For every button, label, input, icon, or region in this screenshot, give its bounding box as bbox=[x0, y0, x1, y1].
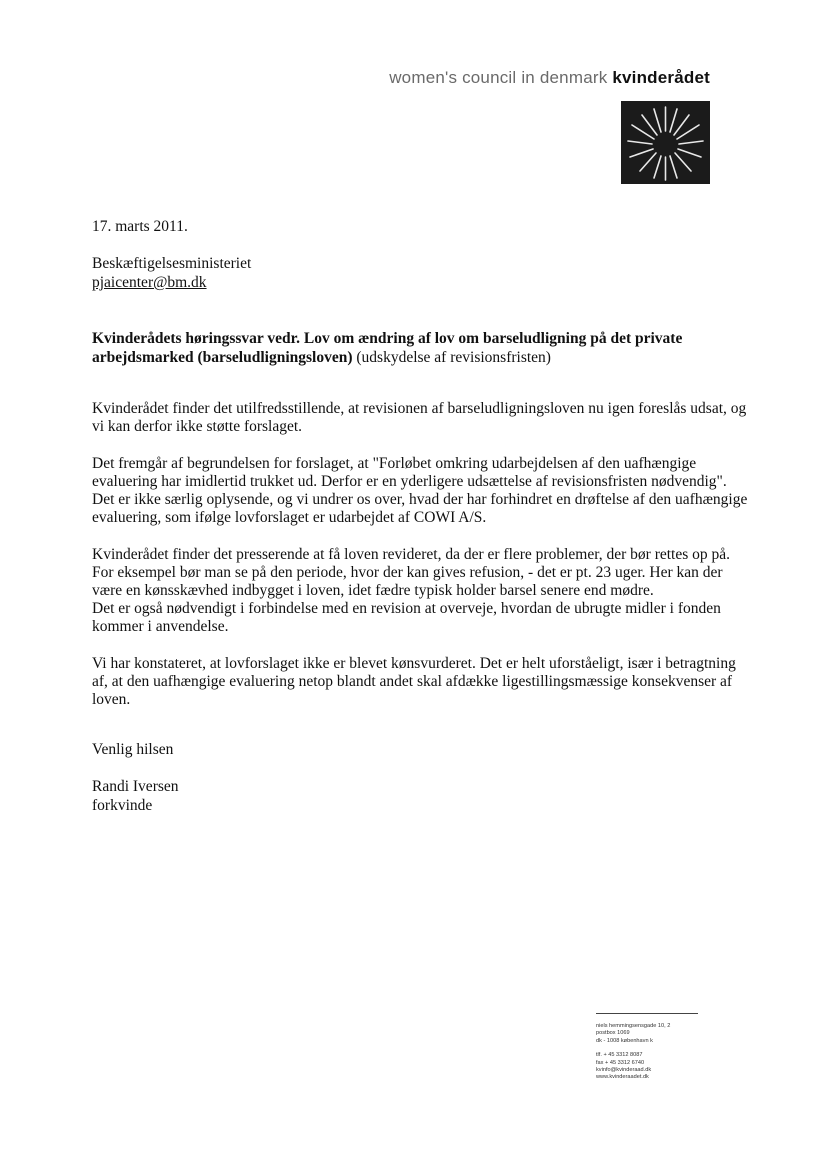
letterhead-tagline bbox=[380, 68, 710, 88]
letter-closing: Venlig hilsen bbox=[92, 741, 174, 758]
signer-title: forkvinde bbox=[92, 797, 153, 814]
subject-note: (udskydelse af revisionsfristen) bbox=[352, 349, 551, 366]
subject-title: Kvinderådets høringssvar vedr. Lov om ændring af lov om barseludligning på det private arbejdsmarked (barseludligningsloven) bbox=[92, 330, 683, 366]
footer-website: www.kvinderaadet.dk bbox=[596, 1074, 649, 1081]
footer-divider bbox=[596, 1013, 698, 1014]
sunburst-logo-icon bbox=[621, 101, 710, 184]
organization-tagline: women's council in denmark bbox=[389, 68, 608, 87]
letter-subject bbox=[92, 329, 732, 367]
recipient-name: Beskæftigelsesministeriet bbox=[92, 255, 252, 272]
signature-block bbox=[92, 777, 179, 815]
letterhead-footer bbox=[596, 1013, 706, 1082]
footer-address-line: postbox 1069 bbox=[596, 1030, 630, 1037]
letter-date: 17. marts 2011. bbox=[92, 218, 188, 235]
footer-address-line: niels hemmingsensgade 10, 2 bbox=[596, 1023, 671, 1029]
body-paragraph: Det fremgår af begrundelsen for forslaget, at "Forløbet omkring udarbejdelsen af den uafhængige evaluering har imidlertid trukket ud. Derfor er en yderligere udsættelse af revisionsfristen nødvendig". Det er ikke særlig oplysende, og vi undrer os over, hvad der har forhindret en drøftelse af den uafhængige evaluering, som ifølge lovforslaget er udarbejdet af COWI A/S. bbox=[92, 455, 748, 526]
organization-brand: kvinderådet bbox=[612, 68, 710, 87]
body-paragraph: Kvinderådet finder det utilfredsstillende, at revisionen af barseludligningsloven nu igen foreslås udsat, og vi kan derfor ikke støtte forslaget. bbox=[92, 400, 747, 435]
footer-address-line: dk - 1008 københavn k bbox=[596, 1037, 653, 1044]
recipient-block bbox=[92, 254, 251, 292]
letter-body bbox=[92, 400, 752, 728]
recipient-email-link[interactable]: pjaicenter@bm.dk bbox=[92, 274, 207, 291]
body-paragraph: Det er også nødvendigt i forbindelse med en revision at overveje, hvordan de ubrugte midler i fonden kommer i anvendelse. bbox=[92, 600, 721, 635]
body-paragraph: Kvinderådet finder det presserende at få loven revideret, da der er flere problemer, der bør rettes op på. For eksempel bør man se på den periode, hvor der kan gives refusion, - det er pt. 23 uger. Her kan der være en kønsskævhed indbygget i loven, idet fædre typisk holder barsel senere end mødre. bbox=[92, 546, 731, 599]
body-paragraph: Vi har konstateret, at lovforslaget ikke er blevet kønsvurderet. Det er helt uforståeligt, især i betragtning af, at den uafhængige evaluering netop blandt andet skal afdække ligestillingsmæssige konsekvenser af loven. bbox=[92, 655, 736, 708]
footer-phone: tlf. + 45 3312 8087 bbox=[596, 1052, 643, 1059]
signer-name: Randi Iversen bbox=[92, 778, 179, 795]
footer-fax: fax + 45 3312 6740 bbox=[596, 1059, 645, 1066]
footer-email: kvinfo@kvinderaad.dk bbox=[596, 1067, 652, 1074]
